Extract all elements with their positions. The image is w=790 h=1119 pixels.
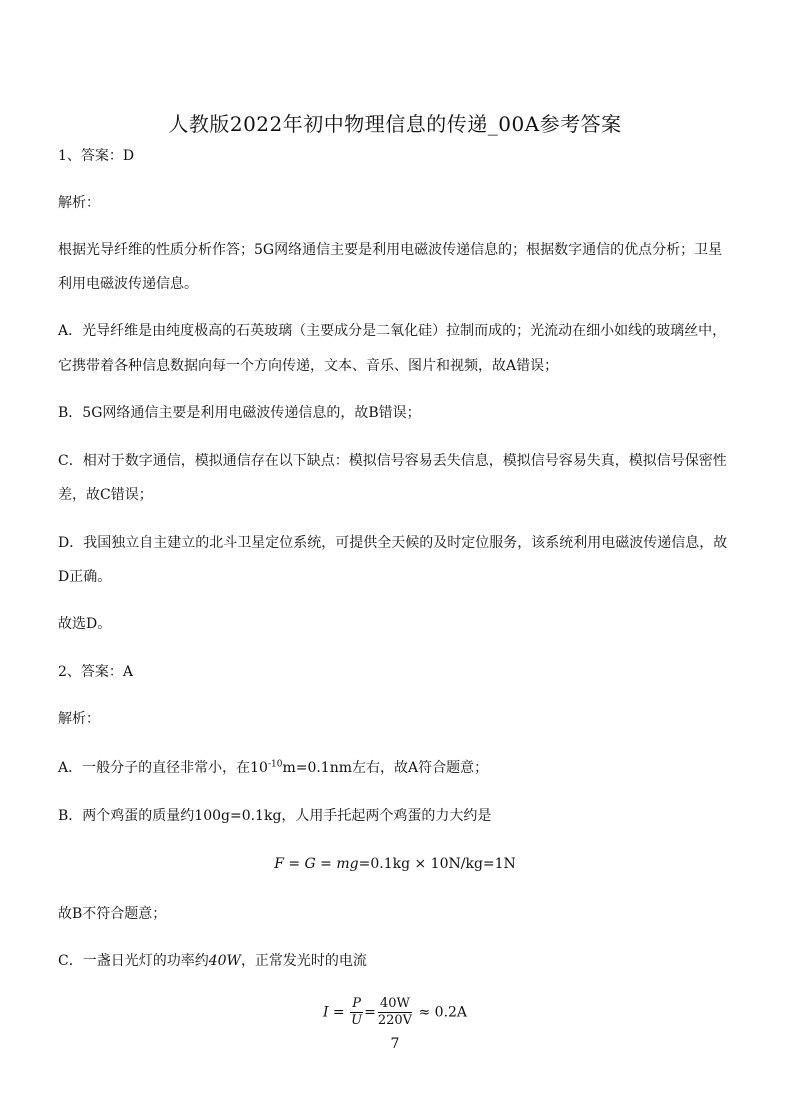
q2-option-b-formula bbox=[0, 856, 790, 872]
q1-paragraph-line-1: 根据光导纤维的性质分析作答；5G网络通信主要是利用电磁波传递信息的；根据数字通信的优点分析；卫星 bbox=[58, 242, 723, 258]
q1-option-c-line-2: 差，故C错误； bbox=[58, 487, 153, 503]
q1-option-d-line-1: D．我国独立自主建立的北斗卫星定位系统，可提供全天候的及时定位服务，该系统利用电磁波传递信息，故 bbox=[58, 535, 728, 551]
q2-option-a bbox=[58, 758, 738, 778]
q2-option-a-text: A．一般分子的直径非常小，在10 bbox=[58, 760, 268, 776]
q2-analysis-label: 解析： bbox=[58, 711, 100, 727]
formula-force-result: =0.1kg × 10N/kg=1N bbox=[358, 856, 516, 872]
fraction-denominator: U bbox=[351, 1013, 363, 1028]
q2-option-a-exponent: -10 bbox=[267, 759, 283, 770]
fraction-denominator: 220V bbox=[377, 1013, 413, 1028]
formula-equals: = bbox=[364, 1004, 376, 1021]
q2-option-c-formula bbox=[0, 996, 790, 1029]
q2-option-c-power: 40W bbox=[208, 953, 241, 969]
formula-force-expression: F = G = mg bbox=[274, 856, 359, 872]
fraction-p-over-u bbox=[349, 996, 364, 1029]
formula-current-result: ≈ 0.2A bbox=[414, 1004, 468, 1021]
page-number: 7 bbox=[390, 1036, 400, 1052]
q1-paragraph-line-2: 利用电磁波传递信息。 bbox=[58, 276, 198, 292]
formula-current-lhs: I = bbox=[322, 1004, 350, 1021]
fraction-numerator: P bbox=[352, 996, 361, 1011]
q1-answer: 1、答案：D bbox=[58, 148, 135, 164]
q1-option-a-line-2: 它携带着各种信息数据向每一个方向传递，文本、音乐、图片和视频，故A错误； bbox=[58, 358, 559, 374]
q2-option-b: B．两个鸡蛋的质量约100g=0.1kg，人用手托起两个鸡蛋的力大约是 bbox=[58, 808, 492, 824]
q1-option-d-line-2: D正确。 bbox=[58, 569, 112, 585]
q1-option-b: B．5G网络通信主要是利用电磁波传递信息的，故B错误； bbox=[58, 405, 421, 421]
q2-option-a-text-end: m=0.1nm左右，故A符合题意； bbox=[282, 760, 489, 776]
q2-option-c-text: C．一盏日光灯的功率约 bbox=[58, 953, 209, 969]
q1-option-c-line-1: C．相对于数字通信，模拟通信存在以下缺点：模拟信号容易丢失信息，模拟信号容易失真，模拟信号保密性 bbox=[58, 453, 727, 469]
q1-analysis-label: 解析： bbox=[58, 195, 100, 211]
page-title: 人教版2022年初中物理信息的传递_00A参考答案 bbox=[168, 112, 622, 136]
q2-answer: 2、答案：A bbox=[58, 664, 134, 680]
q1-conclusion: 故选D。 bbox=[58, 616, 112, 632]
q2-option-b-conclusion: 故B不符合题意； bbox=[58, 906, 167, 922]
fraction-numerator: 40W bbox=[379, 996, 410, 1011]
q1-option-a-line-1: A．光导纤维是由纯度极高的石英玻璃（主要成分是二氧化硅）拉制而成的；光流动在细小如线的玻璃丝中， bbox=[58, 323, 727, 339]
q2-option-c-text-end: ，正常发光时的电流 bbox=[240, 953, 367, 969]
fraction-values bbox=[376, 996, 414, 1029]
q2-option-c bbox=[58, 951, 738, 971]
